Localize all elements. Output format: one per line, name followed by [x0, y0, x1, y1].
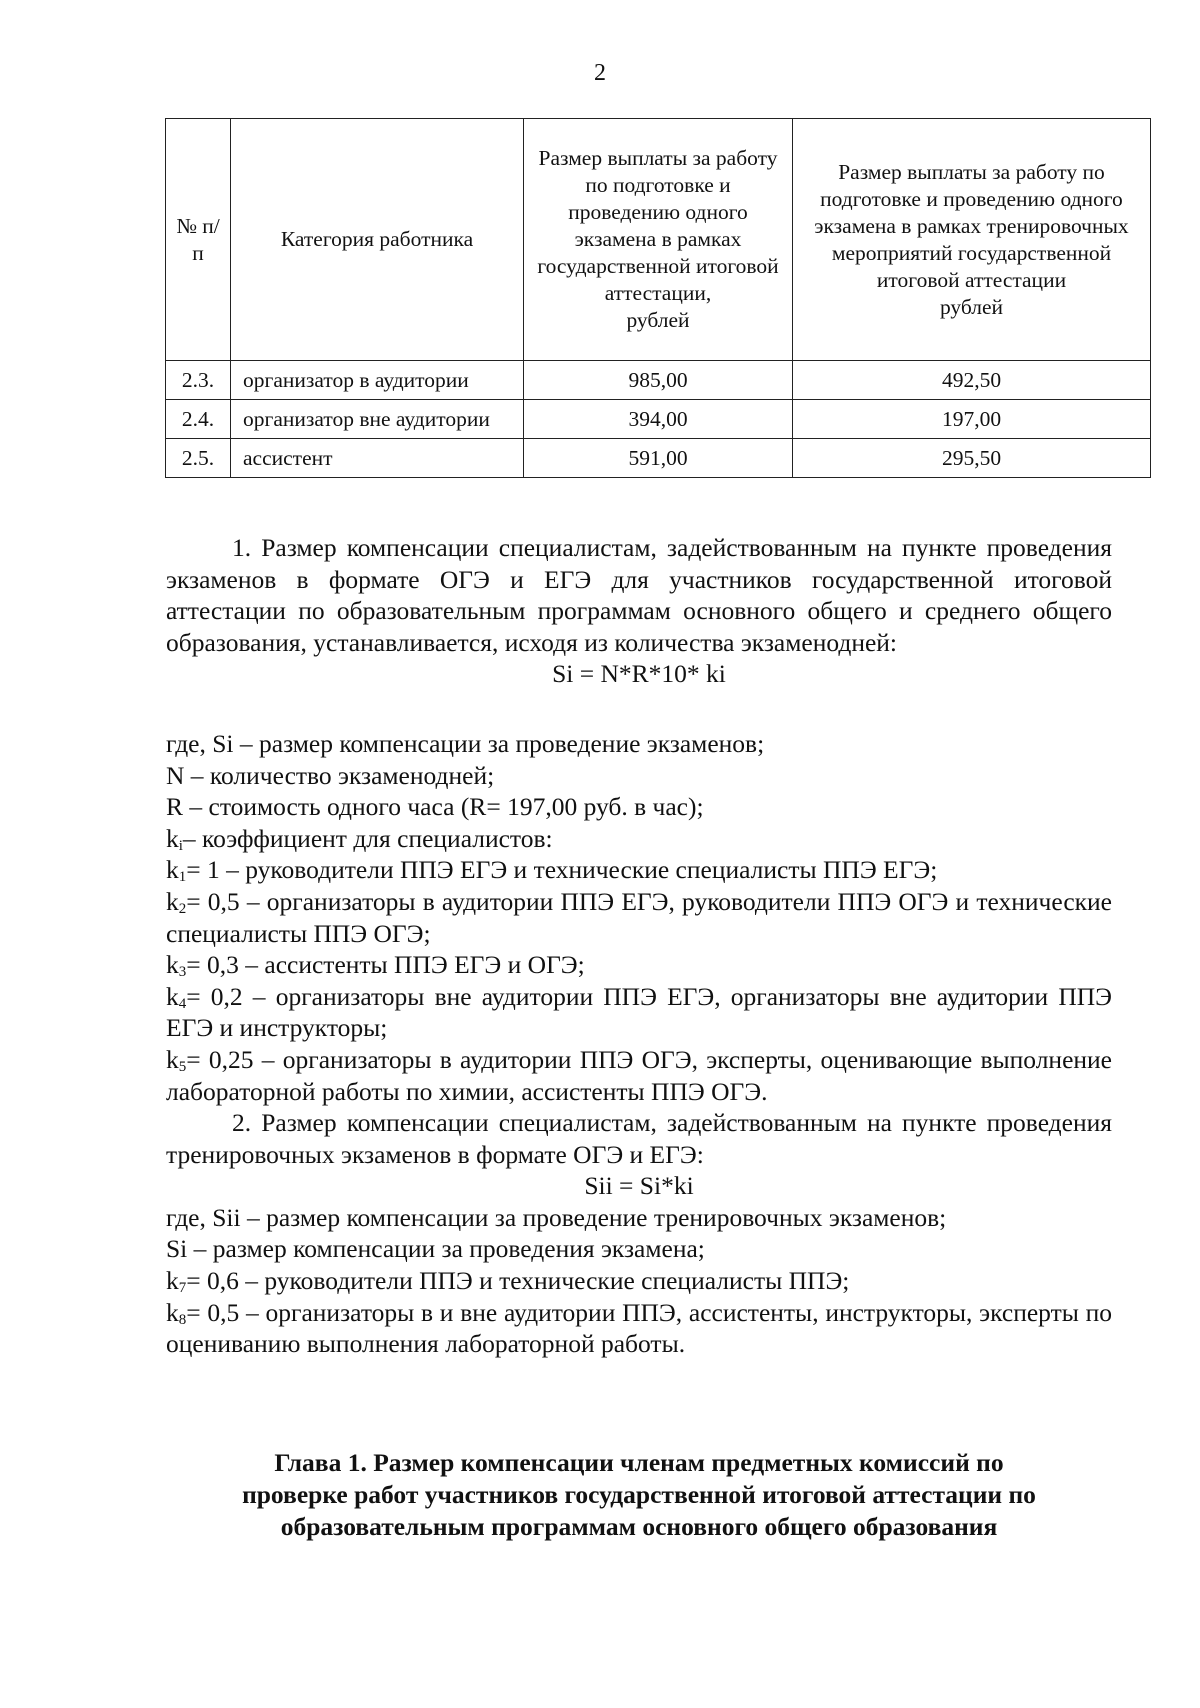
page-number: 2 — [594, 60, 606, 86]
row-training-amount: 492,50 — [793, 361, 1151, 400]
formula-sii: Sii = Si*ki — [584, 1171, 694, 1201]
chapter-heading-line: проверке работ участников государственной итоговой аттестации по — [242, 1480, 1036, 1509]
row-training-amount: 197,00 — [793, 400, 1151, 439]
row-num: 2.5. — [166, 439, 231, 478]
row-category: ассистент — [231, 439, 524, 478]
row-category: организатор вне аудитории — [231, 400, 524, 439]
where-sii: где, Sii – размер компенсации за проведение тренировочных экзаменов; — [166, 1202, 947, 1232]
table-row — [166, 400, 1151, 439]
paragraph-1: 1. Размер компенсации специалистам, задействованным на пункте проведения экзаменов в формате ОГЭ и ЕГЭ для участников государственной итоговой аттестации по образовательным программам основного общего и среднего общего образования, устанавливается, исходя из количества экзаменодней: — [166, 533, 1112, 657]
row-num: 2.4. — [166, 400, 231, 439]
formula-si: Si = N*R*10* ki — [552, 659, 726, 689]
chapter-heading — [166, 1447, 1112, 1543]
header-num: № п/п — [166, 119, 231, 361]
header-payment-exam — [524, 119, 793, 361]
row-exam-amount: 985,00 — [524, 361, 793, 400]
k1-definition: $k_1= 1$ – руководители ППЭ ЕГЭ и технические специалисты ППЭ ЕГЭ; — [166, 855, 938, 886]
ki-definition: $k_i-$ коэффициент для специалистов: — [166, 823, 553, 854]
body-text — [166, 532, 1112, 1360]
header-payment-exam-text: Размер выплаты за работу по подготовке и проведению одного экзамена в рамках государственной итоговой аттестации, — [537, 146, 779, 305]
where-si: где, Si – размер компенсации за проведение экзаменов; — [166, 728, 765, 758]
k2-definition: $k_2= 0,5$ – организаторы в аудитории ППЭ ЕГЭ, руководители ППЭ ОГЭ и технические специалисты ППЭ ОГЭ; — [166, 886, 1112, 948]
row-exam-amount: 591,00 — [524, 439, 793, 478]
payment-table — [165, 118, 1151, 478]
row-num: 2.3. — [166, 361, 231, 400]
table-header-row — [166, 119, 1151, 361]
k4-definition: $k_4= 0,2$ – организаторы вне аудитории ППЭ ЕГЭ, организаторы вне аудитории ППЭ ЕГЭ и инструкторы; — [166, 981, 1112, 1043]
row-training-amount: 295,50 — [793, 439, 1151, 478]
k5-definition: $k_5= 0,25$ – организаторы в аудитории ППЭ ОГЭ, эксперты, оценивающие выполнение лабораторной работы по химии, ассистенты ППЭ ОГЭ. — [166, 1044, 1112, 1106]
row-exam-amount: 394,00 — [524, 400, 793, 439]
paragraph-2: 2. Размер компенсации специалистам, задействованным на пункте проведения тренировочных экзаменов в формате ОГЭ и ЕГЭ: — [166, 1108, 1112, 1169]
header-payment-exam-unit: рублей — [626, 308, 690, 332]
chapter-heading-line: образовательным программам основного общего образования — [280, 1512, 998, 1541]
n-definition: N – количество экзаменодней; — [166, 760, 495, 790]
header-payment-training — [793, 119, 1151, 361]
header-category: Категория работника — [231, 119, 524, 361]
table-row — [166, 439, 1151, 478]
header-payment-training-text: Размер выплаты за работу по подготовке и проведению одного экзамена в рамках тренировочных мероприятий государственной итоговой аттестации — [814, 159, 1129, 292]
row-category: организатор в аудитории — [231, 361, 524, 400]
k7-definition: $k_7= 0,6$ – руководители ППЭ и технические специалисты ППЭ; — [166, 1266, 850, 1297]
chapter-heading-line: Глава 1. Размер компенсации членам предметных комиссий по — [274, 1448, 1004, 1477]
header-payment-training-unit: рублей — [939, 294, 1004, 319]
k8-definition: $k_8= 0,5$ – организаторы в и вне аудитории ППЭ, ассистенты, инструкторы, эксперты по оцениванию выполнения лабораторной работы. — [166, 1297, 1112, 1359]
si-definition: Si – размер компенсации за проведения экзамена; — [166, 1234, 705, 1264]
r-definition: R – стоимость одного часа (R= 197,00 руб. в час); — [166, 792, 704, 822]
k3-definition: $k_3= 0,3$ – ассистенты ППЭ ЕГЭ и ОГЭ; — [166, 950, 585, 981]
table-row — [166, 361, 1151, 400]
